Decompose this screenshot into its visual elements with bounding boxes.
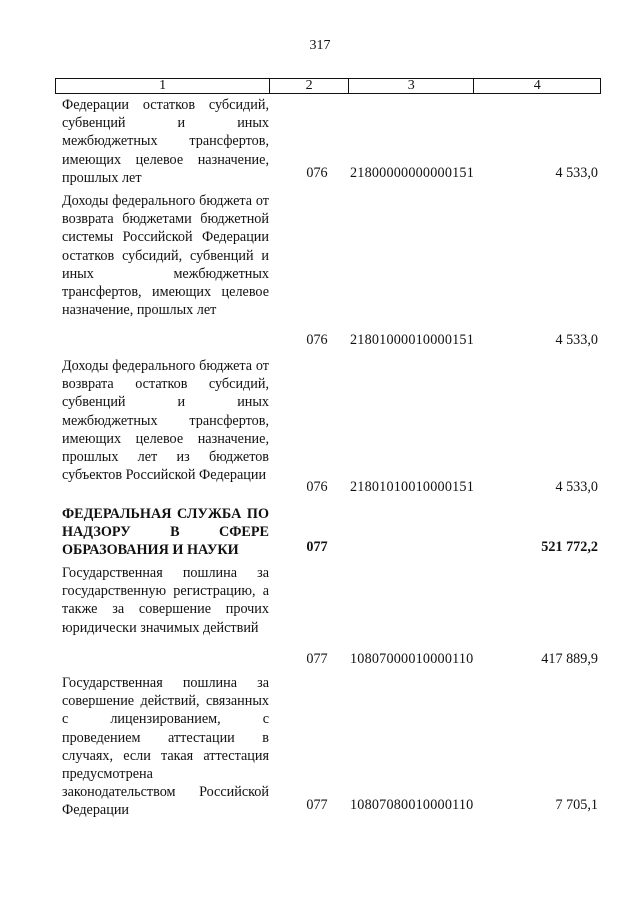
row-chapter-code: 076 <box>306 165 328 181</box>
row-description: Государственная пошлина за совершение действий, связанных с лицензированием, с проведением аттестации в случаях, если такая аттестация предусмотрена законодательством Российской Федерации <box>62 675 269 819</box>
table-row <box>55 357 601 502</box>
page-number: 317 <box>309 38 331 53</box>
row-amount: 521 772,2 <box>541 539 598 555</box>
row-description: Доходы федерального бюджета от возврата остатков субсидий, субвенций и иных межбюджетных трансфертов, имеющих целевое назначение, прошлых лет из бюджетов субъектов Российской Федерации <box>62 358 269 484</box>
header-col-2: 2 <box>270 79 349 93</box>
row-amount: 4 533,0 <box>555 479 598 495</box>
row-description: Доходы федерального бюджета от возврата бюджетами бюджетной системы Российской Федерации остатков субсидий, субвенций и иных межбюджетных трансфертов, имеющих целевое назначение, прошлых лет <box>62 193 269 319</box>
header-col-3: 3 <box>349 79 475 93</box>
row-amount: 7 705,1 <box>555 797 598 813</box>
row-classification-code: 21800000000000151 <box>350 165 474 181</box>
table-row <box>55 96 601 188</box>
row-description: ФЕДЕРАЛЬНАЯ СЛУЖБА ПО НАДЗОРУ В СФЕРЕ ОБРАЗОВАНИЯ И НАУКИ <box>62 506 269 559</box>
table-header <box>55 78 601 94</box>
row-amount: 4 533,0 <box>555 165 598 181</box>
row-chapter-code: 077 <box>306 539 328 555</box>
row-classification-code: 21801010010000151 <box>350 479 474 495</box>
row-chapter-code: 076 <box>306 479 328 495</box>
row-amount: 4 533,0 <box>555 332 598 348</box>
table-row <box>55 505 601 560</box>
row-classification-code: 10807000010000110 <box>350 651 474 667</box>
row-classification-code: 21801000010000151 <box>350 332 474 348</box>
row-description: Федерации остатков субсидий, субвенций и иных межбюджетных трансфертов, имеющих целевое назначение, прошлых лет <box>62 97 269 186</box>
table-row <box>55 674 601 834</box>
row-chapter-code: 077 <box>306 797 328 813</box>
row-description: Государственная пошлина за государственную регистрацию, а также за совершение прочих юридически значимых действий <box>62 565 269 636</box>
header-col-4: 4 <box>533 78 541 93</box>
row-chapter-code: 077 <box>306 651 328 667</box>
table-row <box>55 192 601 354</box>
row-chapter-code: 076 <box>306 332 328 348</box>
header-col-1: 1 <box>56 79 270 93</box>
row-classification-code: 10807080010000110 <box>350 797 474 813</box>
table-row <box>55 564 601 674</box>
row-amount: 417 889,9 <box>541 651 598 667</box>
